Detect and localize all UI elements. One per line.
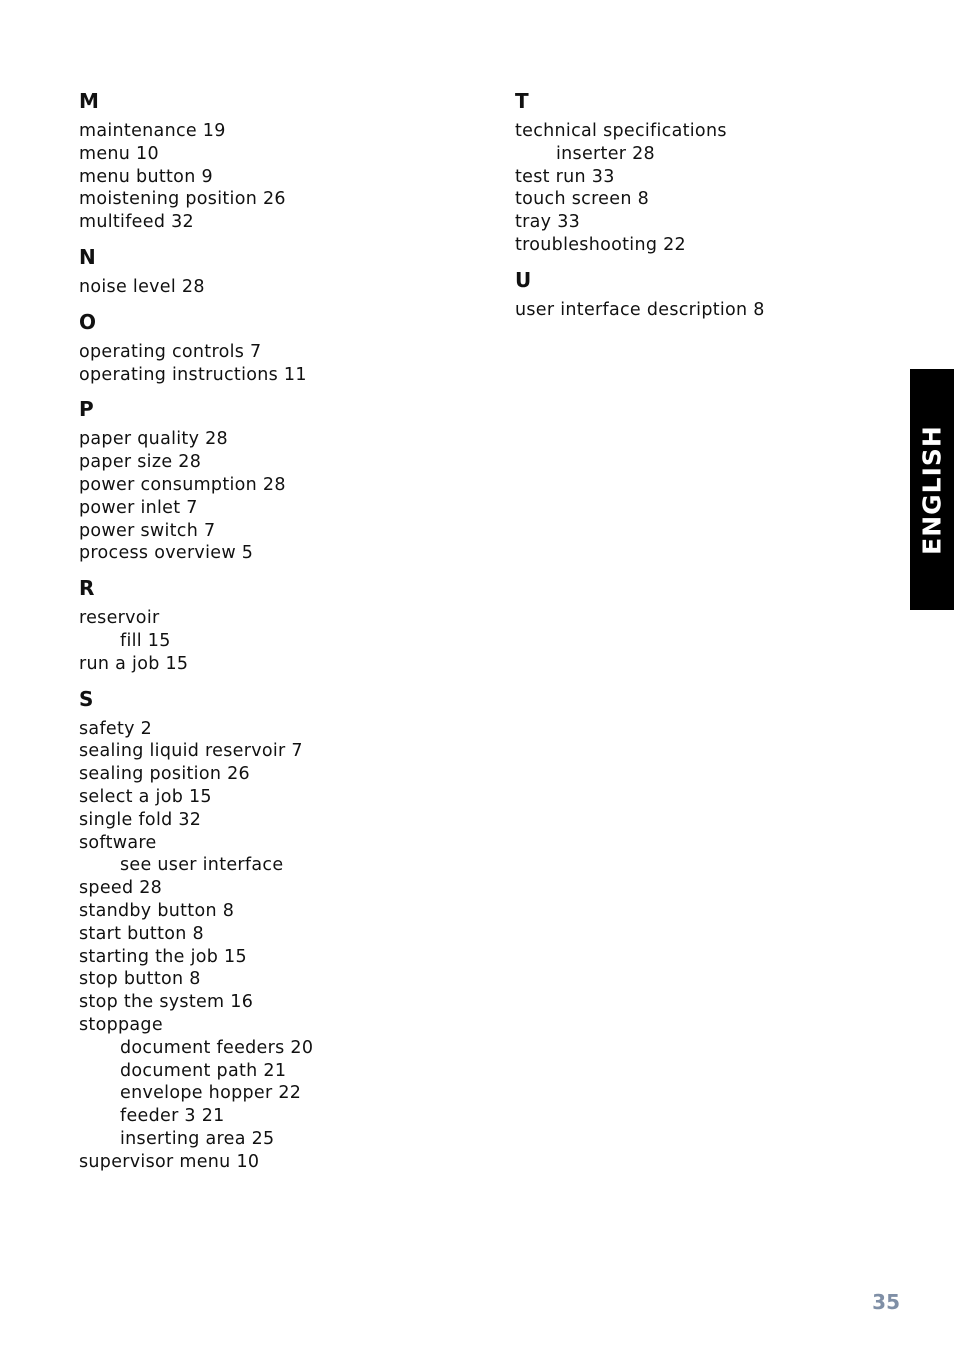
index-section-u [515,265,895,322]
index-section-t [515,86,895,257]
index-entry: start button 8 [79,923,204,944]
index-entry: operating controls 7 [79,341,262,362]
index-entry: select a job 15 [79,786,212,807]
index-subentry: fill 15 [120,630,171,651]
index-entry: paper size 28 [79,452,202,473]
index-subentry: document feeders 20 [120,1037,314,1058]
language-tab-label: ENGLISH [917,424,947,555]
language-tab [910,369,954,610]
index-entry: menu button 9 [79,166,213,187]
index-entry: paper quality 28 [79,429,228,450]
index-entry: starting the job 15 [79,946,247,967]
index-entry: run a job 15 [79,653,189,674]
index-entry: user interface description 8 [515,299,765,320]
index-entry: sealing liquid reservoir 7 [79,741,303,762]
index-entry: touch screen 8 [515,189,650,210]
index-section-m [79,86,479,234]
section-letter: N [79,244,96,269]
index-section-s [79,684,479,1174]
index-entry: stoppage [79,1014,163,1035]
section-letter: M [79,89,99,113]
index-entry: noise level 28 [79,276,205,297]
index-entry: stop button 8 [79,969,201,990]
index-entry: reservoir [79,608,160,629]
index-entry: power inlet 7 [79,497,198,518]
index-right-column [515,86,895,330]
index-subentry: see user interface [120,855,284,876]
section-letter: O [79,309,97,334]
index-entry: process overview 5 [79,543,254,564]
index-entry: troubleshooting 22 [515,234,686,255]
page-number: 35 [872,1290,900,1314]
section-letter: S [79,686,94,711]
index-entry: menu 10 [79,143,159,164]
index-left-column [79,86,479,1181]
index-section-n [79,242,479,299]
index-entry: single fold 32 [79,809,202,830]
index-section-r [79,573,479,675]
index-entry: stop the system 16 [79,992,254,1013]
section-letter: P [79,397,94,422]
index-entry: test run 33 [515,166,615,187]
index-entry: operating instructions 11 [79,364,307,385]
section-letter: U [515,267,532,292]
index-entry: power switch 7 [79,520,216,541]
index-entry: power consumption 28 [79,474,286,495]
index-section-p [79,394,479,565]
index-entry: safety 2 [79,718,153,739]
index-subentry: document path 21 [120,1060,287,1081]
index-entry: supervisor menu 10 [79,1151,260,1172]
index-section-o [79,307,479,387]
index-entry: sealing position 26 [79,764,250,785]
index-entry: moistening position 26 [79,189,286,210]
index-entry: tray 33 [515,212,581,233]
index-entry: maintenance 19 [79,121,226,141]
index-entry: speed 28 [79,878,163,899]
index-subentry: inserter 28 [556,143,655,164]
index-entry: software [79,832,157,853]
index-subentry: feeder 3 21 [120,1106,225,1127]
index-entry: multifeed 32 [79,212,194,233]
index-subentry: inserting area 25 [120,1128,275,1149]
section-letter: R [79,576,95,601]
index-entry: standby button 8 [79,900,235,921]
index-subentry: envelope hopper 22 [120,1083,302,1104]
section-letter: T [515,89,529,113]
index-entry: technical specifications [515,121,727,141]
